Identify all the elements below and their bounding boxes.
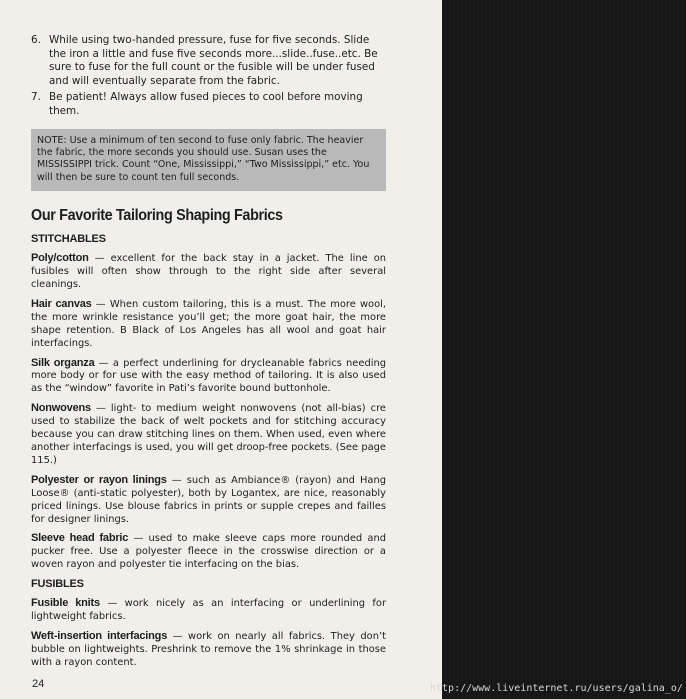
fabric-term: Nonwovens <box>31 402 91 415</box>
fabric-entry <box>31 252 386 292</box>
step-number: 6. <box>31 34 41 46</box>
note-box: NOTE: Use a minimum of ten second to fuse only fabric. The heavier the fabric, the more seconds you should use. Susan uses the MISSISSIPPI trick. Count “One, Mississippi,” “Two Mississippi,” etc. You will then be sure to count ten full seconds. <box>31 129 386 192</box>
fabric-description: — excellent for the back stay in a jacket. The line on fusibles will often show through to the right side after several cleanings. <box>31 253 387 290</box>
step-text: While using two-handed pressure, fuse for five seconds. Slide the iron a little and fuse five seconds more...slide..fuse..etc. Be sure to fuse for the full count or the fusible will be under fused and will eventually separate from the fabric. <box>49 34 378 87</box>
step-text: Be patient! Always allow fused pieces to cool before moving them. <box>49 91 363 117</box>
fabric-description: — work on nearly all fabrics. They don’t bubble on lightweights. Preshrink to remove the 1% shrinkage in those with a rayon content. <box>31 630 386 668</box>
fabric-term: Polyester or rayon linings <box>31 473 167 486</box>
fabric-description: — used to make sleeve caps more rounded and pucker free. Use a polyester fleece in the crosswise direction or a woven rayon and polyester tie interfacing on the bias. <box>31 533 386 571</box>
fabric-term: Silk organza <box>31 356 95 369</box>
fabric-term: Sleeve head fabric <box>31 532 129 545</box>
fabric-term: Poly/cotton <box>31 252 89 265</box>
fabric-term: Fusible knits <box>31 597 100 610</box>
fabric-entry <box>31 474 386 527</box>
fabric-description: — When custom tailoring, this is a must. The more wool, the more wrinkle resistance you’ll get; the more goat hair, the more shape retention. B Black of Los Angeles has all wool and goat hair interfacings. <box>31 298 387 349</box>
page-number: 24 <box>32 678 45 690</box>
fabric-description: — a perfect underlining for drycleanable fabrics needing more body or for use with the easy method of tailoring. It is also used as the “window” favorite in Pati’s favorite bound buttonhole. <box>31 357 386 395</box>
fabric-description: — work nicely as an interfacing or underlining for lightweight fabrics. <box>31 598 387 623</box>
fabric-entry <box>31 532 386 572</box>
watermark-url: http://www.liveinternet.ru/users/galina_o/ <box>430 683 683 694</box>
fabric-entry <box>31 298 386 351</box>
fabric-description: — such as Ambiance® (rayon) and Hang Loose® (anti-static polyester), both by Logantex, are nice, reasonably priced linings. Use blouse fabrics in prints or supple crepes and failles for designer linings. <box>31 474 386 525</box>
fabric-term: Weft-insertion interfacings <box>31 629 168 642</box>
fusibles-title: FUSIBLES <box>31 578 84 591</box>
stitchables-title: STITCHABLES <box>31 233 106 246</box>
step-item <box>31 91 386 118</box>
fabric-description: — light- to medium weight nonwovens (not all-bias) cre used to stabilize the back of welt pockets and for stitching accuracy because you can draw stitching lines on them. When used, even where another interfacings is used, you will get droop-free pockets. (See page 115.) <box>31 403 386 466</box>
step-item <box>31 34 386 88</box>
fabric-entry <box>31 357 386 397</box>
dark-background-panel <box>442 0 686 699</box>
section-heading: Our Favorite Tailoring Shaping Fabrics <box>31 207 283 225</box>
page-content <box>31 34 386 676</box>
fabric-entry <box>31 630 386 670</box>
step-number: 7. <box>31 91 41 104</box>
fabric-entry <box>31 597 386 624</box>
fabric-entry <box>31 402 386 468</box>
fabric-term: Hair canvas <box>31 297 92 310</box>
